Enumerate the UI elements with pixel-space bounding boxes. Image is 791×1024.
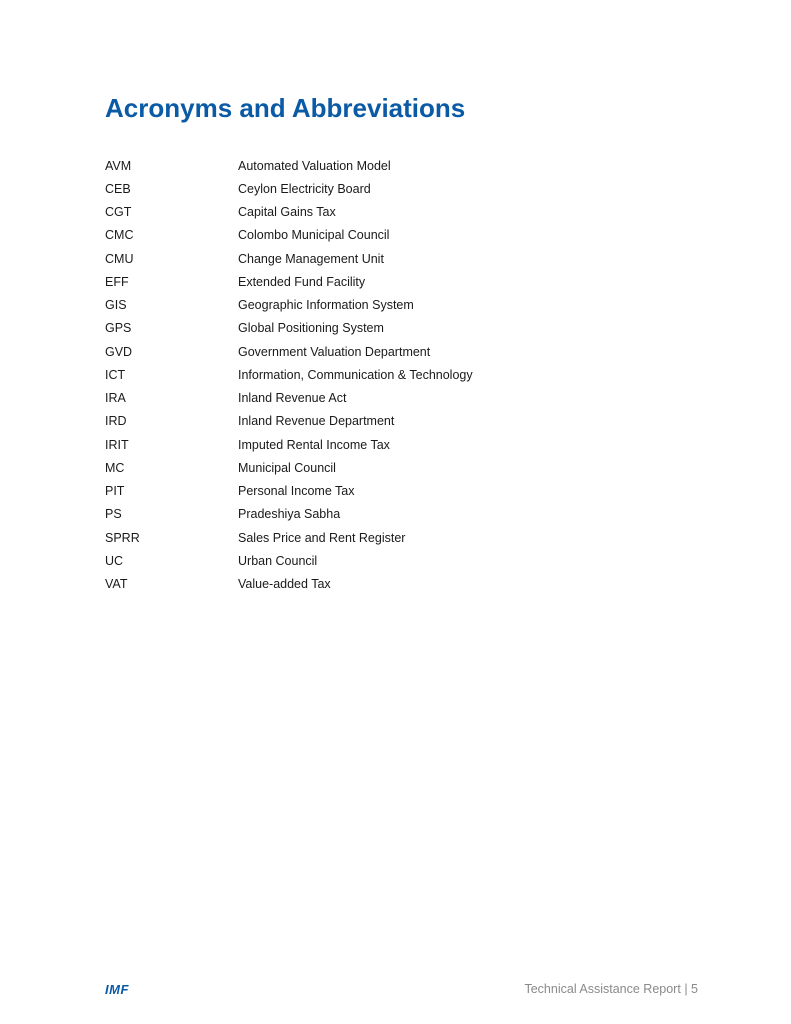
acronym-definition: Extended Fund Facility bbox=[238, 274, 366, 289]
acronym-definition: Capital Gains Tax bbox=[238, 205, 336, 220]
acronym-term: IRA bbox=[105, 391, 126, 406]
footer-report-info bbox=[524, 982, 698, 996]
acronym-term: AVM bbox=[105, 158, 132, 173]
acronym-definition: Colombo Municipal Council bbox=[238, 228, 390, 243]
acronym-definition: Value-added Tax bbox=[238, 577, 331, 592]
acronym-term: SPRR bbox=[105, 530, 140, 545]
acronym-row bbox=[105, 503, 665, 526]
acronym-term: VAT bbox=[105, 577, 128, 592]
acronym-row bbox=[105, 154, 665, 177]
acronym-term: PIT bbox=[105, 484, 125, 499]
acronym-term: MC bbox=[105, 460, 125, 475]
acronym-definition: Personal Income Tax bbox=[238, 484, 355, 499]
footer-report-label: Technical Assistance Report bbox=[524, 982, 681, 996]
acronym-definition: Automated Valuation Model bbox=[238, 158, 391, 173]
acronym-row bbox=[105, 387, 665, 410]
acronym-row bbox=[105, 456, 665, 479]
acronym-definition: Urban Council bbox=[238, 553, 318, 568]
acronym-row bbox=[105, 526, 665, 549]
acronym-row bbox=[105, 177, 665, 200]
acronym-definition: Global Positioning System bbox=[238, 321, 384, 336]
footer-page-number: 5 bbox=[691, 982, 698, 996]
acronym-row bbox=[105, 224, 665, 247]
acronym-term: PS bbox=[105, 507, 122, 522]
acronym-term: GIS bbox=[105, 298, 127, 313]
acronym-definition: Geographic Information System bbox=[238, 298, 414, 313]
acronym-definition: Municipal Council bbox=[238, 460, 336, 475]
acronym-term: ICT bbox=[105, 367, 126, 382]
acronym-term: GVD bbox=[105, 344, 133, 359]
acronym-term: CMC bbox=[105, 228, 134, 243]
acronym-definition: Inland Revenue Act bbox=[238, 391, 347, 406]
acronym-row bbox=[105, 294, 665, 317]
acronym-row bbox=[105, 363, 665, 386]
acronym-term: CMU bbox=[105, 251, 134, 266]
footer-separator: | bbox=[684, 982, 688, 996]
acronym-definition: Ceylon Electricity Board bbox=[238, 181, 371, 196]
acronym-definition: Sales Price and Rent Register bbox=[238, 530, 406, 545]
acronym-list bbox=[105, 154, 665, 596]
imf-logo: IMF bbox=[105, 981, 129, 997]
acronym-row bbox=[105, 410, 665, 433]
acronym-definition: Inland Revenue Department bbox=[238, 414, 395, 429]
acronym-definition: Pradeshiya Sabha bbox=[238, 507, 341, 522]
acronym-term: IRIT bbox=[105, 437, 129, 452]
acronym-row bbox=[105, 573, 665, 596]
acronym-term: IRD bbox=[105, 414, 127, 429]
acronym-definition: Imputed Rental Income Tax bbox=[238, 437, 390, 452]
acronym-row bbox=[105, 247, 665, 270]
acronym-row bbox=[105, 480, 665, 503]
acronym-row bbox=[105, 549, 665, 572]
page-title: Acronyms and Abbreviations bbox=[105, 93, 466, 123]
acronym-definition: Government Valuation Department bbox=[238, 344, 431, 359]
acronym-term: CGT bbox=[105, 205, 132, 220]
acronym-definition: Change Management Unit bbox=[238, 251, 384, 266]
acronym-definition: Information, Communication & Technology bbox=[238, 367, 473, 382]
acronym-term: CEB bbox=[105, 181, 131, 196]
acronym-term: GPS bbox=[105, 321, 132, 336]
acronym-term: EFF bbox=[105, 274, 129, 289]
acronym-row bbox=[105, 433, 665, 456]
acronym-row bbox=[105, 270, 665, 293]
acronym-row bbox=[105, 317, 665, 340]
page-footer bbox=[105, 980, 698, 998]
acronym-row bbox=[105, 201, 665, 224]
acronym-row bbox=[105, 340, 665, 363]
acronym-term: UC bbox=[105, 553, 124, 568]
